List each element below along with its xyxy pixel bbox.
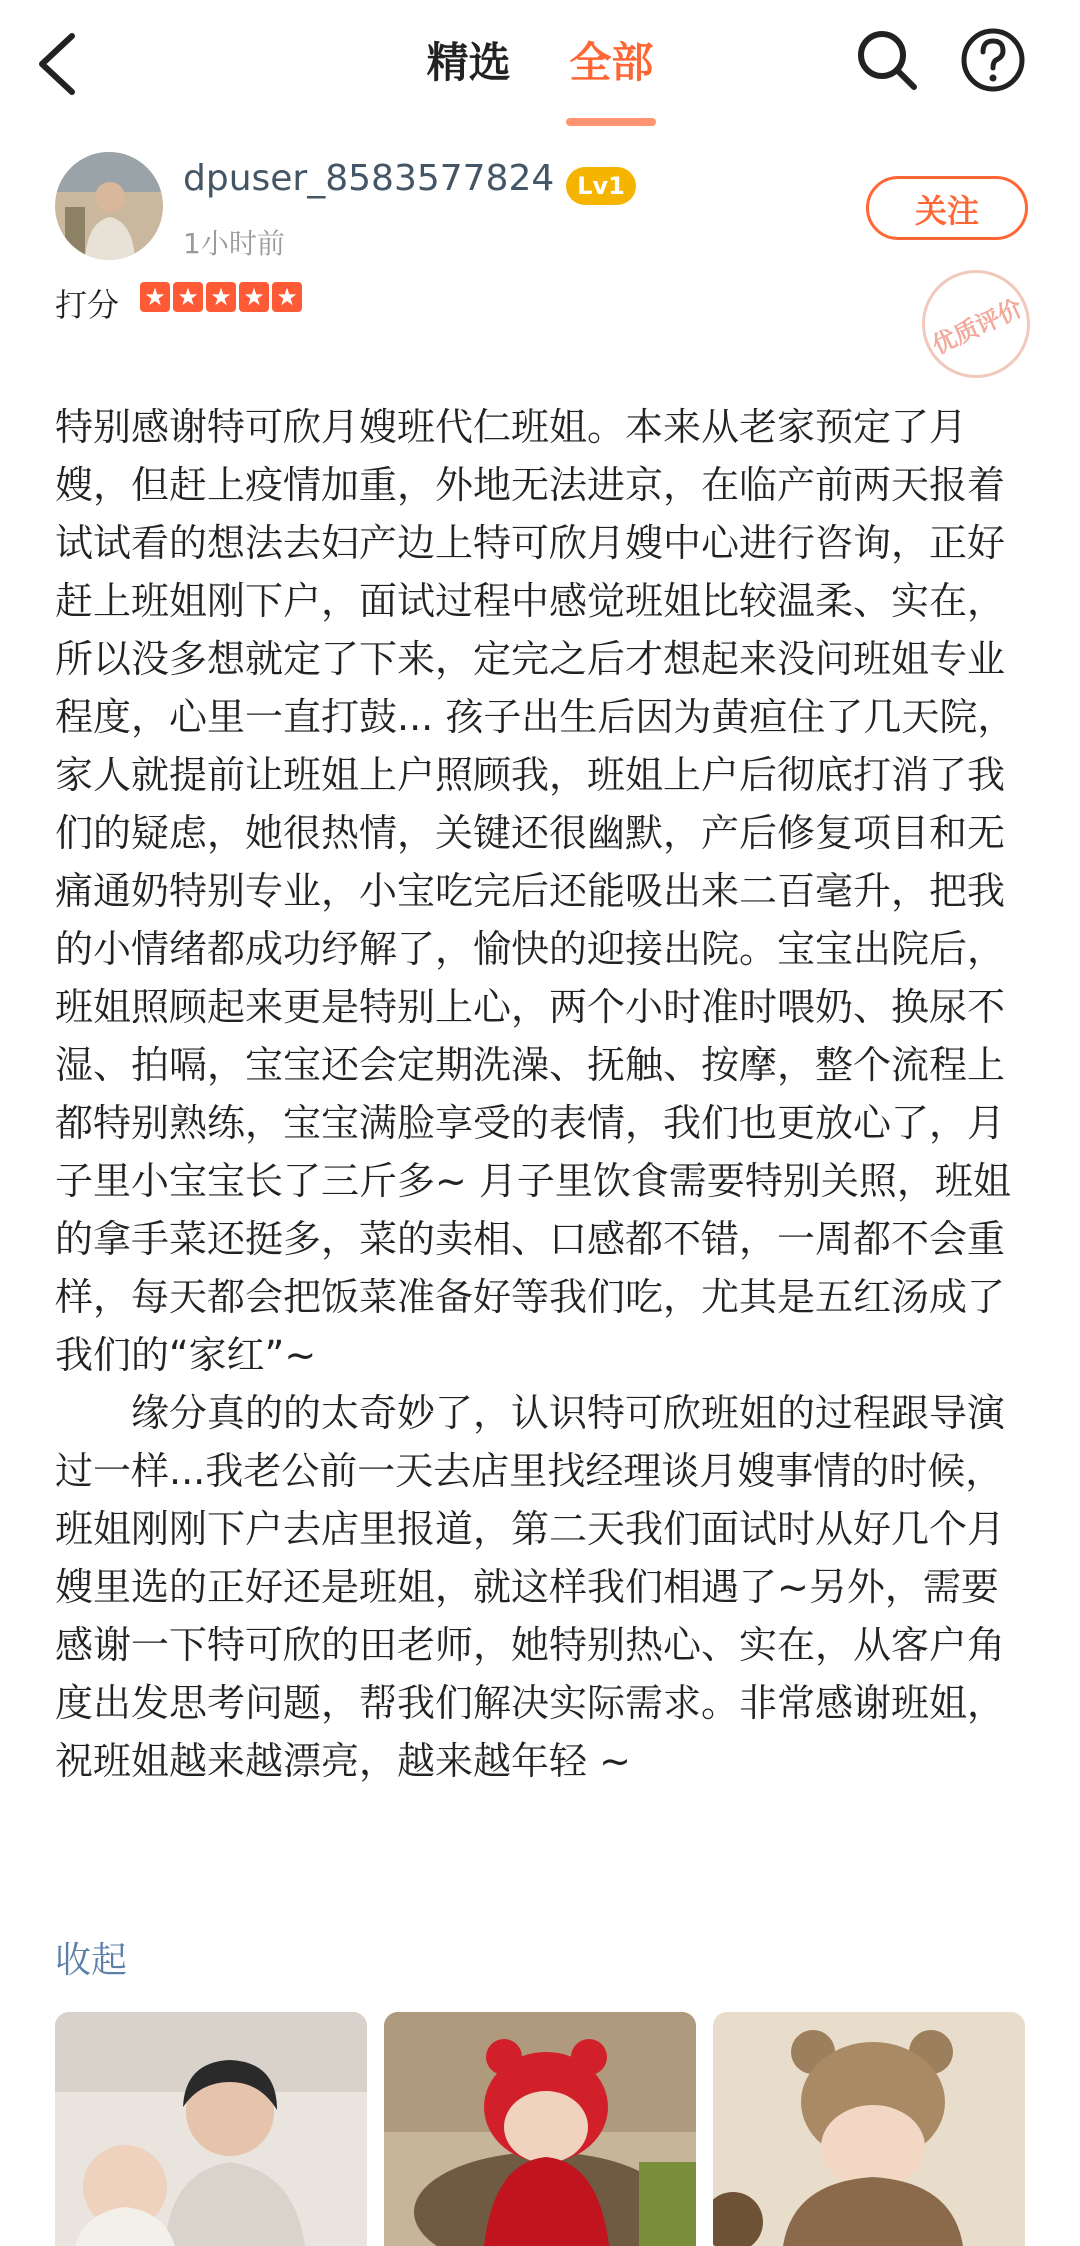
review-body xyxy=(55,398,1025,1790)
review-photo[interactable] xyxy=(713,2012,1025,2246)
star-rating xyxy=(140,282,302,312)
quality-review-stamp xyxy=(904,252,1048,396)
review-paragraph: 缘分真的的太奇妙了，认识特可欣班姐的过程跟导演过一样...我老公前一天去店里找经理谈月嫂事情的时候，班姐刚刚下户去店里报道，第二天我们面试时从好几个月嫂里选的正好还是班姐，就这样我们相遇了~另外，需要感谢一下特可欣的田老师，她特别热心、实在，从客户角度出发思考问题，帮我们解决实际需求。非常感谢班姐，祝班姐越来越漂亮，越来越年轻 ~ xyxy=(55,1391,1006,1783)
help-button[interactable] xyxy=(958,25,1028,95)
avatar[interactable] xyxy=(55,152,163,260)
review-photo[interactable] xyxy=(384,2012,696,2246)
star-icon: ★ xyxy=(140,282,170,312)
tab-featured[interactable]: 精选 xyxy=(426,38,511,87)
help-icon xyxy=(958,25,1028,95)
follow-button[interactable]: 关注 xyxy=(866,176,1028,240)
star-icon: ★ xyxy=(272,282,302,312)
photo-strip xyxy=(55,2012,1025,2246)
username[interactable]: dpuser_8583577824 xyxy=(183,158,555,199)
stamp-text: 优质评价 xyxy=(927,293,1027,360)
search-icon xyxy=(852,25,922,95)
star-icon: ★ xyxy=(239,282,269,312)
tab-active-indicator xyxy=(566,118,656,126)
post-time: 1小时前 xyxy=(183,227,285,260)
search-button[interactable] xyxy=(852,25,922,95)
review-paragraph: 特别感谢特可欣月嫂班代仁班姐。本来从老家预定了月嫂，但赶上疫情加重，外地无法进京，在临产前两天报着试试看的想法去妇产边上特可欣月嫂中心进行咨询，正好赶上班姐刚下户，面试过程中感觉班姐比较温柔、实在，所以没多想就定了下来，定完之后才想起来没问班姐专业程度，心里一直打鼓... 孩子出生后因为黄疸住了几天院，家人就提前让班姐上户照顾我，班姐上户后彻底打消了我们的疑虑，她很热情，关键还很幽默，产后修复项目和无痛通奶特别专业，小宝吃完后还能吸出来二百毫升，把我的小情绪都成功纾解了，愉快的迎接出院。宝宝出院后，班姐照顾起来更是特别上心，两个小时准时喂奶、换尿不湿、拍嗝，宝宝还会定期洗澡、抚触、按摩，整个流程上都特别熟练，宝宝满脸享受的表情，我们也更放心了，月子里小宝宝长了三斤多~ 月子里饮食需要特别关照，班姐的拿手菜还挺多，菜的卖相、口感都不错，一周都不会重样，每天都会把饭菜准备好等我们吃，尤其是五红汤成了我们的“家红”~ xyxy=(55,405,1016,1377)
collapse-link[interactable]: 收起 xyxy=(55,1940,128,1981)
review-photo[interactable] xyxy=(55,2012,367,2246)
rating-label: 打分 xyxy=(55,286,120,324)
top-bar xyxy=(0,0,1080,140)
level-badge: Lv1 xyxy=(566,167,636,205)
tab-all-label: 全部 xyxy=(569,38,654,87)
star-icon: ★ xyxy=(173,282,203,312)
tab-all[interactable] xyxy=(569,30,653,90)
star-icon: ★ xyxy=(206,282,236,312)
